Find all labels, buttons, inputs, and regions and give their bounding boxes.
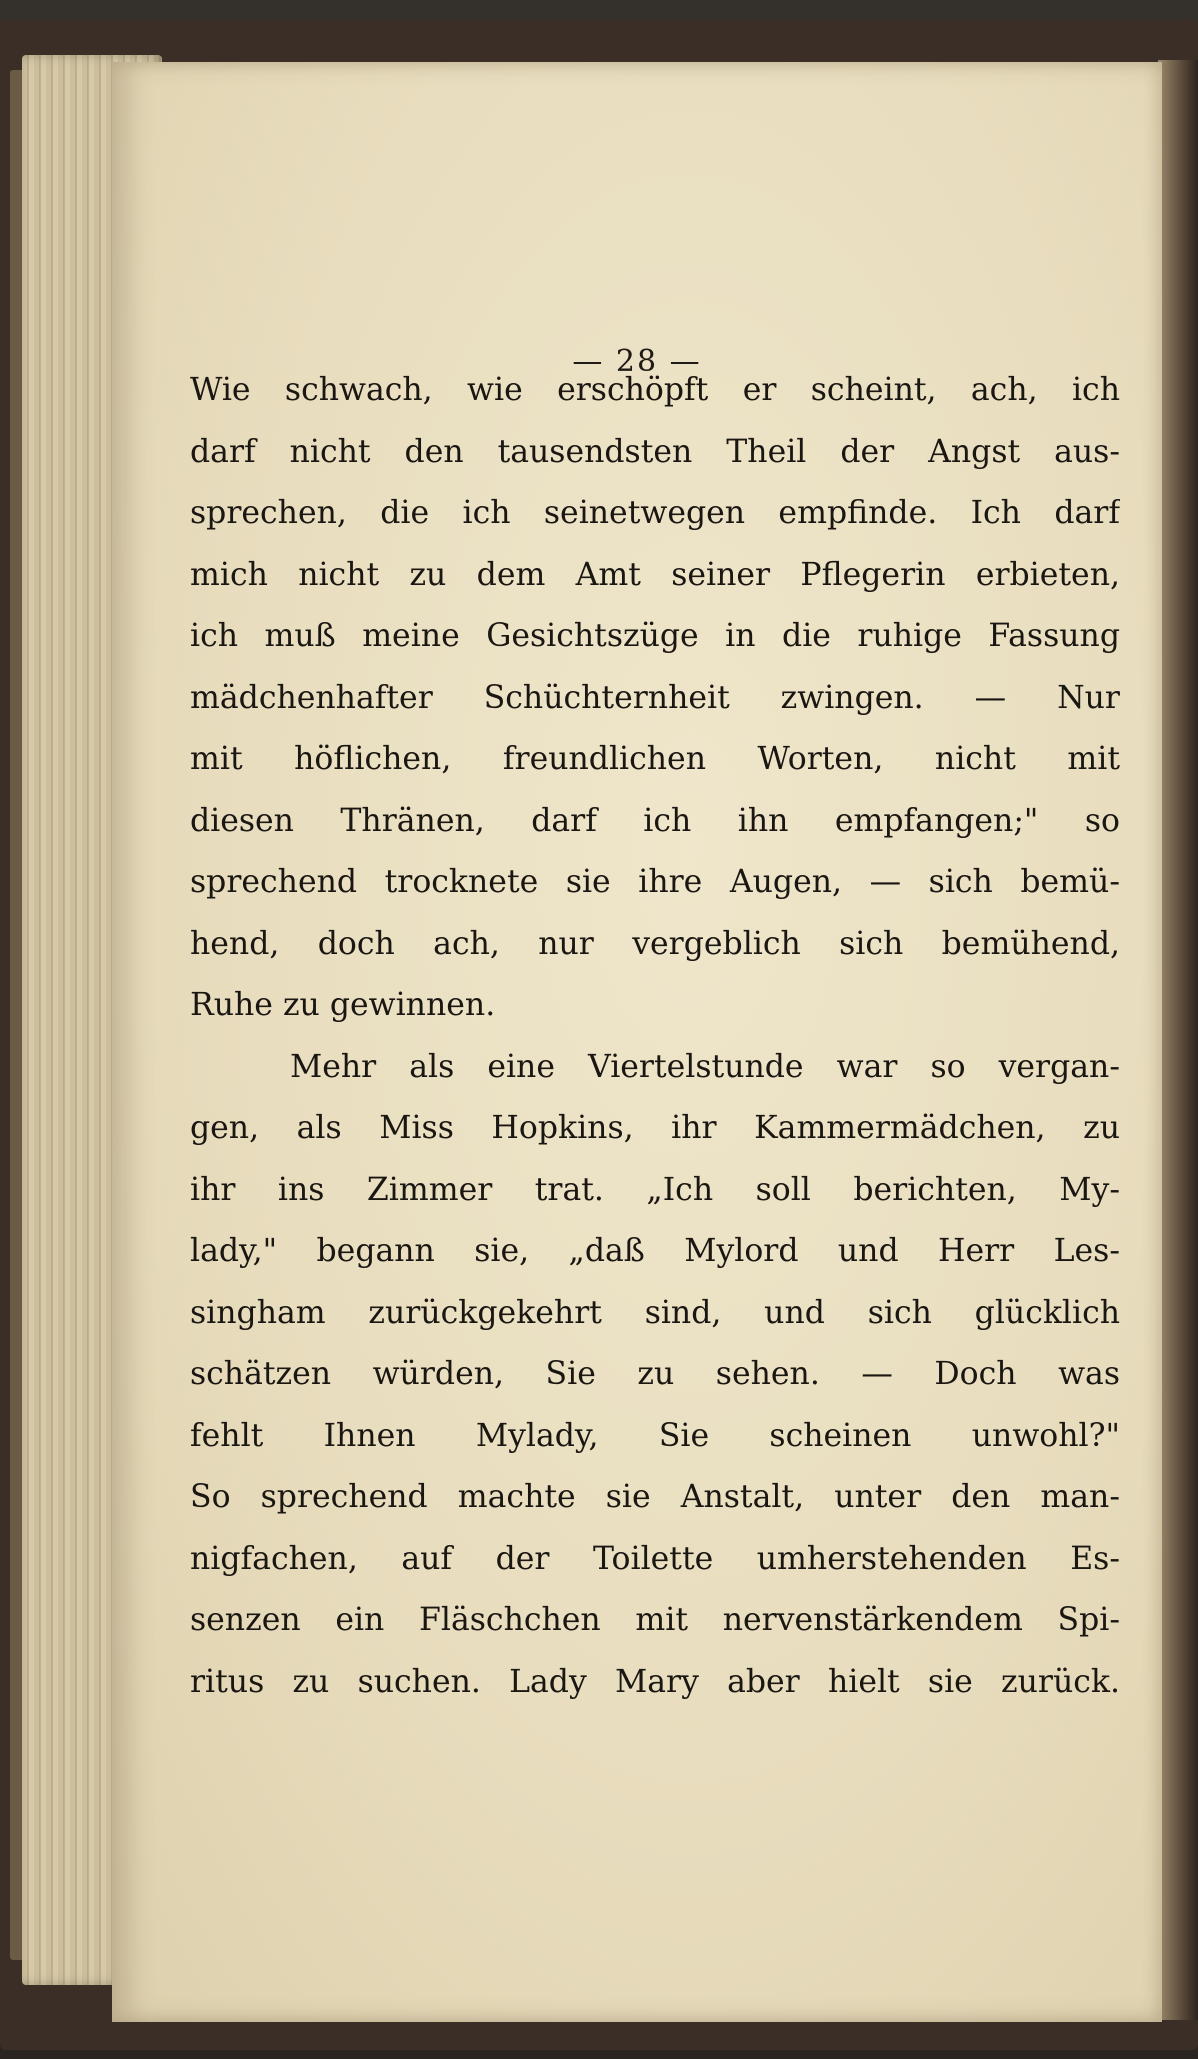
text-line: mich nicht zu dem Amt seiner Pflegerin erbieten, <box>190 556 1120 593</box>
text-line: sprechen, die ich seinetwegen empfinde. Ich darf <box>190 495 1120 531</box>
text-line: ich muß meine Gesichtszüge in die ruhige Fassung <box>190 618 1120 654</box>
text-line: gen, als Miss Hopkins, ihr Kammermädchen, zu <box>190 1110 1120 1146</box>
text-line: Ruhe zu gewinnen. <box>190 987 496 1023</box>
text-line: nigfachen, auf der Toilette umherstehenden Es- <box>190 1540 1120 1577</box>
text-line: fehlt Ihnen Mylady, Sie scheinen unwohl?" <box>190 1417 1120 1454</box>
text-line: ihr ins Zimmer trat. „Ich soll berichten, My- <box>190 1171 1120 1208</box>
text-line: ritus zu suchen. Lady Mary aber hielt sie zurück. <box>190 1663 1120 1700</box>
text-line: lady," begann sie, „daß Mylord und Herr Les- <box>190 1233 1120 1269</box>
text-line-paragraph-start: Mehr als eine Viertelstunde war so vergan- <box>290 1048 1120 1085</box>
text-line: senzen ein Fläschchen mit nervenstärkendem Spi- <box>190 1602 1120 1638</box>
text-line: hend, doch ach, nur vergeblich sich bemühend, <box>190 925 1120 962</box>
text-line: schätzen würden, Sie zu sehen. — Doch was <box>190 1356 1120 1392</box>
page-right-edge <box>1158 60 1198 2020</box>
text-line: diesen Thränen, darf ich ihn empfangen;" so <box>190 802 1120 839</box>
text-line: darf nicht den tausendsten Theil der Angst aus- <box>190 433 1120 470</box>
text-line: sprechend trocknete sie ihre Augen, — sich bemü- <box>190 864 1120 900</box>
text-line: mit höflichen, freundlichen Worten, nicht mit <box>190 741 1120 777</box>
text-line: mädchenhafter Schüchternheit zwingen. — Nur <box>190 679 1120 716</box>
page-number: — 28 — <box>572 344 702 379</box>
text-line: Wie schwach, wie erschöpft er scheint, ach, ich <box>190 372 1120 408</box>
page-text-block <box>190 360 1120 1713</box>
text-line: singham zurückgekehrt sind, und sich glücklich <box>190 1294 1120 1331</box>
text-line: So sprechend machte sie Anstalt, unter den man- <box>190 1479 1120 1515</box>
